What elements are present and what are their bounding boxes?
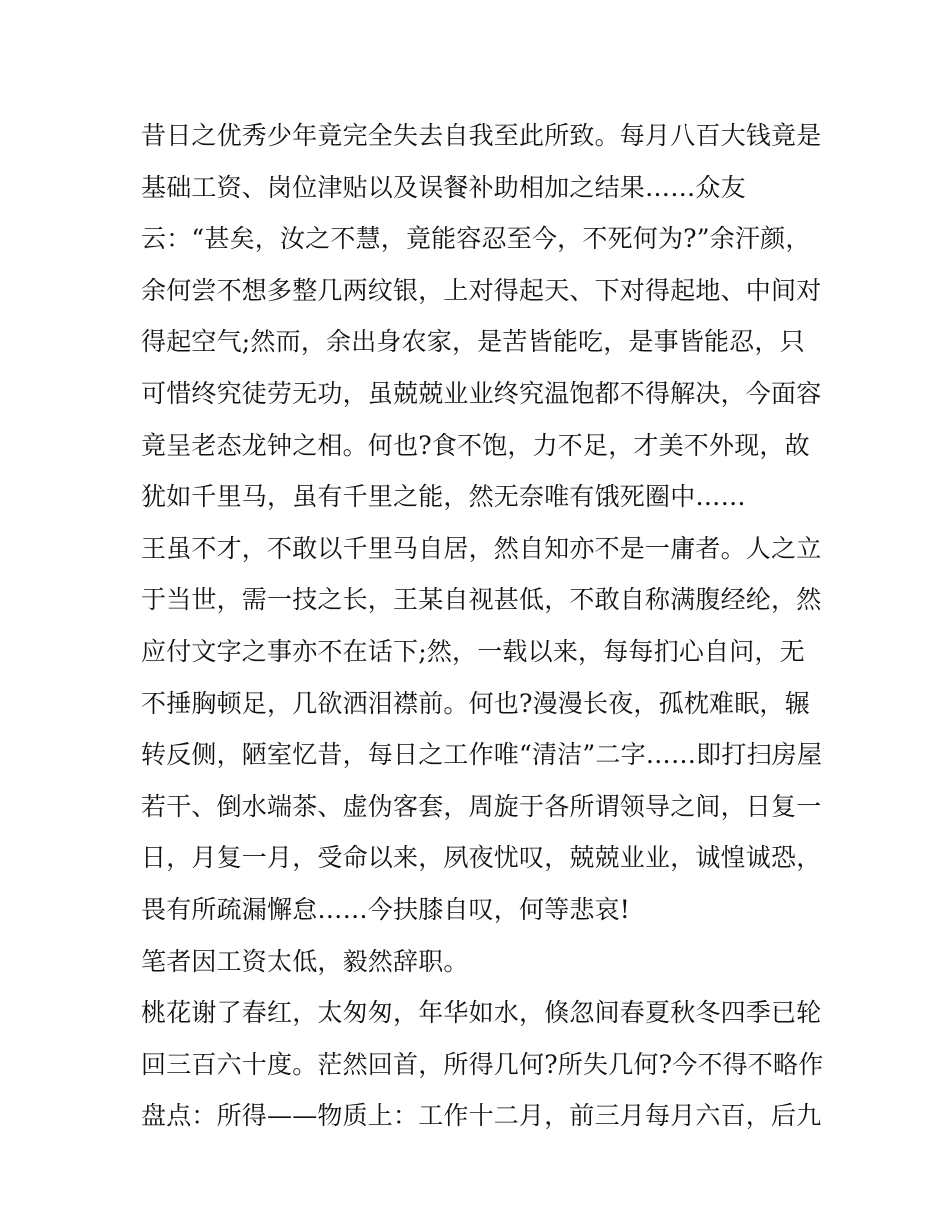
text-line: 笔者因工资太低，毅然辞职。	[141, 946, 469, 976]
body-text	[141, 110, 824, 1142]
text-line: 畏有所疏漏懈怠……今扶膝自叹，何等悲哀!	[141, 894, 631, 924]
text-line: 基础工资、岗位津贴以及误餐补助相加之结果……众友	[141, 172, 746, 202]
text-line: 云：“甚矣，汝之不慧，竟能容忍至今，不死何为?”余汗颜，	[141, 224, 811, 254]
text-line: 日，月复一月，受命以来，夙夜忧叹，兢兢业业，诚惶诚恐，	[141, 843, 822, 873]
text-line: 昔日之优秀少年竟完全失去自我至此所致。每月八百大钱竟是	[141, 121, 822, 150]
text-line: 犹如千里马，虽有千里之能，然无奈唯有饿死圈中……	[141, 482, 746, 512]
text-line: 得起空气;然而，余出身农家，是苦皆能吃，是事皆能忍，只	[141, 327, 805, 357]
text-line: 于当世，需一技之长，王某自视甚低，不敢自称满腹经纶，然	[141, 585, 822, 615]
text-line: 应付文字之事亦不在话下;然，一载以来，每每扪心自问，无	[141, 636, 805, 666]
text-line: 王虽不才，不敢以千里马自居，然自知亦不是一庸者。人之立	[141, 533, 822, 563]
text-line: 不捶胸顿足，几欲洒泪襟前。何也?漫漫长夜，孤枕难眠，辗	[141, 688, 810, 718]
text-line: 可惜终究徒劳无功，虽兢兢业业终究温饱都不得解决，今面容	[141, 378, 822, 408]
text-line: 余何尝不想多整几两纹银，上对得起天、下对得起地、中间对	[141, 275, 822, 305]
text-line: 回三百六十度。茫然回首，所得几何?所失几何?今不得不略作	[141, 1049, 824, 1079]
text-line: 盘点：所得——物质上：工作十二月，前三月每月六百，后九	[141, 1101, 822, 1131]
text-line: 竟呈老态龙钟之相。何也?食不饱，力不足，才美不外现，故	[141, 430, 810, 460]
text-line: 若干、倒水端茶、虚伪客套，周旋于各所谓领导之间，日复一	[141, 791, 822, 821]
text-line: 转反侧，陋室忆昔，每日之工作唯“清洁”二字……即打扫房屋	[141, 740, 823, 770]
text-line: 桃花谢了春红，太匆匆，年华如水，倏忽间春夏秋冬四季已轮	[141, 998, 822, 1028]
